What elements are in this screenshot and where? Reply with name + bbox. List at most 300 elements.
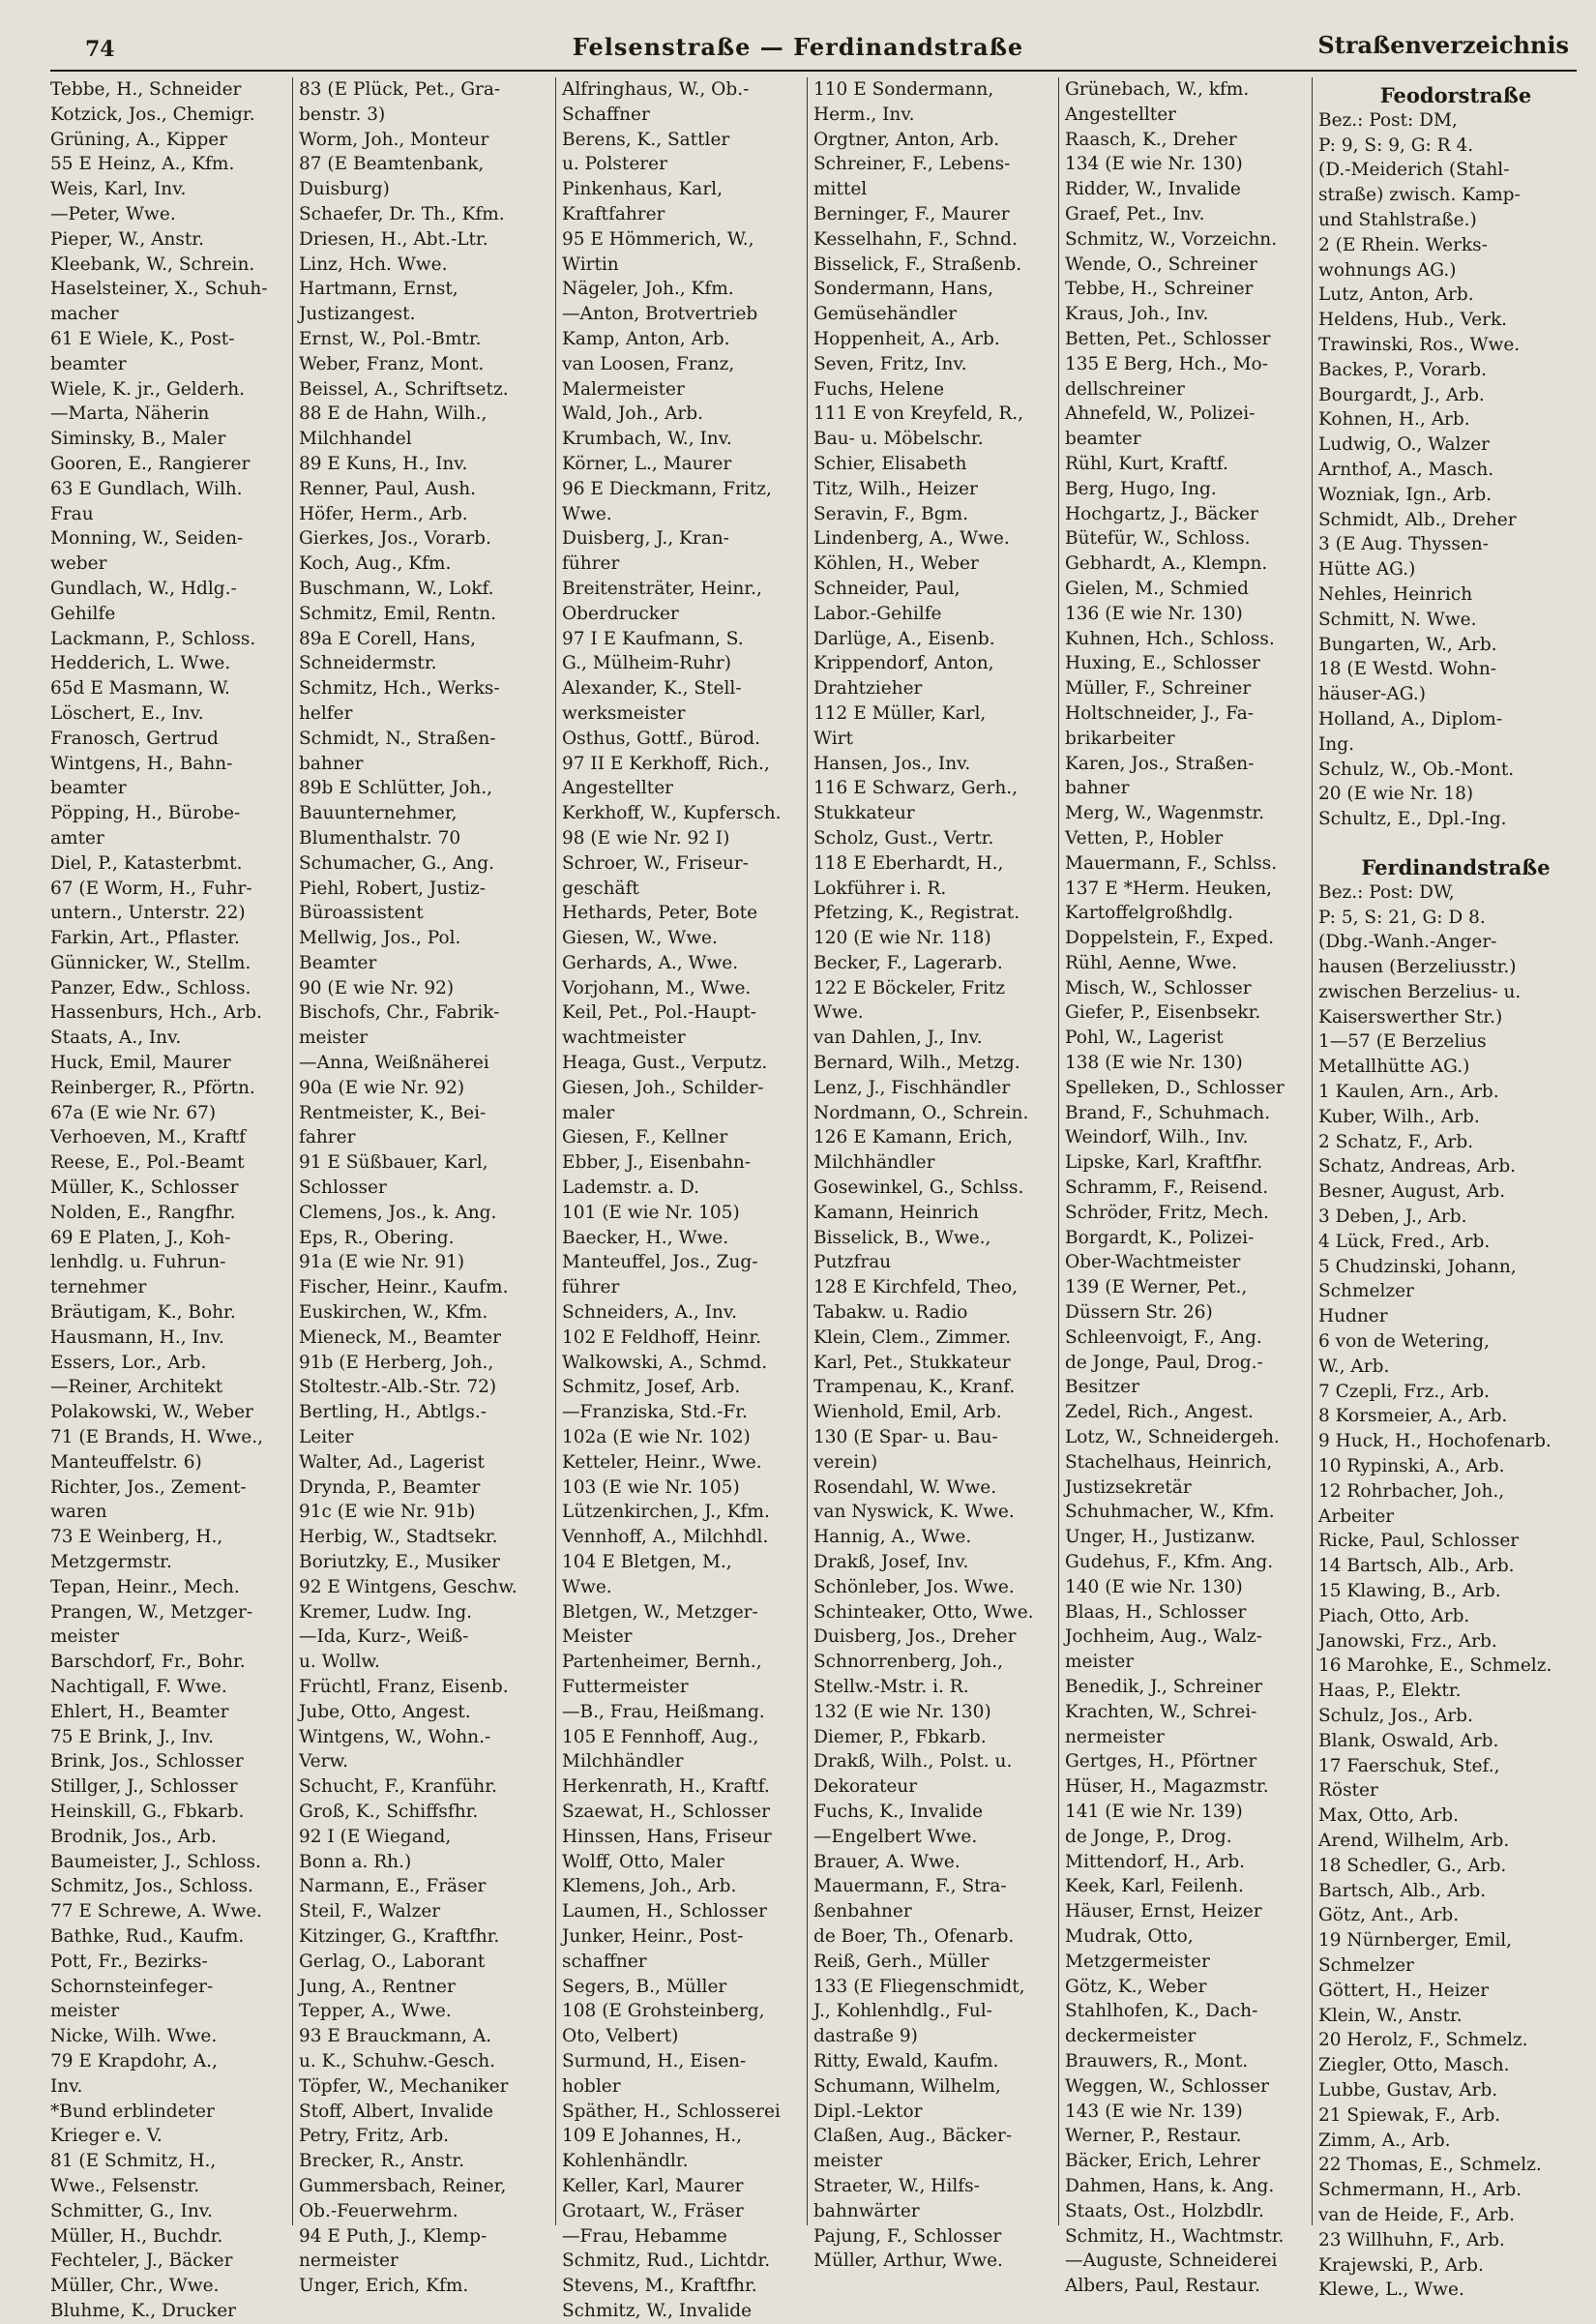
directory-line: 71 (E Brands, H. Wwe., — [50, 1427, 263, 1448]
directory-line: Stoltestr.-Alb.-Str. 72) — [299, 1377, 497, 1398]
directory-line: Kuber, Wilh., Arb. — [1318, 1106, 1480, 1127]
directory-line: 97 II E Kerkhoff, Rich., — [562, 753, 770, 774]
directory-line: Schmermann, H., Arb. — [1318, 2180, 1522, 2201]
directory-line: Bauunternehmer, — [299, 803, 458, 824]
directory-line: Gosewinkel, G., Schlss. — [813, 1177, 1024, 1199]
directory-line: Schmitz, H., Wachtmstr. — [1065, 2225, 1285, 2247]
directory-line: Gerlag, O., Laborant — [299, 1951, 486, 1972]
directory-line: 97 I E Kaufmann, S. — [562, 628, 744, 649]
directory-line: Max, Otto, Arb. — [1318, 1805, 1460, 1827]
directory-line: Szaewat, H., Schlosser — [562, 1801, 771, 1822]
directory-line: —Marta, Näherin — [50, 403, 210, 425]
directory-line: Orgtner, Anton, Arb. — [813, 129, 1000, 150]
directory-line: 79 E Krapdohr, A., — [50, 2050, 218, 2071]
directory-line: Brink, Jos., Schlosser — [50, 1751, 244, 1773]
directory-line: wachtmeister — [562, 1028, 686, 1049]
directory-line: Ricke, Paul, Schlosser — [1318, 1531, 1520, 1552]
directory-line: Wozniak, Ign., Arb. — [1318, 484, 1493, 505]
directory-line: Inv. — [50, 2075, 83, 2097]
directory-line: Franosch, Gertrud — [50, 728, 219, 749]
directory-line: häuser-AG.) — [1318, 684, 1426, 705]
directory-line: 126 E Kamann, Erich, — [813, 1127, 1014, 1148]
directory-line: Weis, Karl, Inv. — [50, 179, 187, 200]
directory-line: Justizangest. — [299, 304, 416, 325]
directory-line: 69 E Platen, J., Koh- — [50, 1227, 231, 1248]
directory-line: Hansen, Jos., Inv. — [813, 753, 971, 774]
directory-line: Schmitz, W., Vorzeichn. — [1065, 228, 1278, 250]
directory-line: Ernst, W., Pol.-Bmtr. — [299, 328, 482, 349]
directory-line: lenhdlg. u. Fuhrun- — [50, 1252, 226, 1273]
directory-line: 4 Lück, Fred., Arb. — [1318, 1231, 1491, 1252]
directory-line: Berninger, F., Maurer — [813, 203, 1010, 224]
directory-line: 20 Herolz, F., Schmelz. — [1318, 2030, 1528, 2051]
directory-line: Groß, K., Schiffsfhr. — [299, 1801, 479, 1822]
directory-line: Titz, Wilh., Heizer — [813, 478, 978, 499]
directory-line: Stoff, Albert, Invalide — [299, 2101, 493, 2122]
directory-line: Meister — [562, 1626, 633, 1648]
directory-line: Eps, R., Obering. — [299, 1227, 455, 1248]
directory-line: Ritty, Ewald, Kaufm. — [813, 2050, 999, 2071]
directory-line: meister — [299, 1028, 369, 1049]
directory-line: 2 Schatz, F., Arb. — [1318, 1131, 1474, 1152]
directory-line: Giesen, Joh., Schilder- — [562, 1077, 764, 1098]
directory-line: Hedderich, L. Wwe. — [50, 653, 231, 674]
directory-line: 103 (E wie Nr. 105) — [562, 1476, 740, 1498]
directory-line: meister — [1065, 1652, 1135, 1673]
directory-line: Brodnik, Jos., Arb. — [50, 1826, 217, 1847]
directory-line: Barschdorf, Fr., Bohr. — [50, 1652, 246, 1673]
directory-line: Tabakw. u. Radio — [813, 1302, 968, 1324]
directory-line: mittel — [813, 179, 868, 200]
directory-line: 96 E Dieckmann, Fritz, — [562, 478, 772, 499]
directory-line: 102 E Feldhoff, Heinr. — [562, 1326, 762, 1348]
directory-line: Grüning, A., Kipper — [50, 129, 228, 150]
directory-line: 134 (E wie Nr. 130) — [1065, 154, 1243, 175]
directory-line: zwischen Berzelius- u. — [1318, 981, 1522, 1002]
directory-line: 137 E *Herm. Heuken, — [1065, 878, 1273, 899]
directory-line: Haas, P., Elektr. — [1318, 1681, 1462, 1702]
directory-line: 23 Willhuhn, F., Arb. — [1318, 2229, 1505, 2250]
directory-line: Schuhmacher, W., Kfm. — [1065, 1502, 1275, 1523]
directory-line: 91 E Süßbauer, Karl, — [299, 1152, 488, 1174]
directory-line: (Dbg.-Wanh.-Anger- — [1318, 932, 1497, 953]
directory-line: Wintgens, H., Bahn- — [50, 753, 233, 774]
directory-line: werksmeister — [562, 702, 686, 724]
directory-line: Mauermann, F., Schlss. — [1065, 852, 1278, 874]
directory-line: Gudehus, F., Kfm. Ang. — [1065, 1552, 1274, 1573]
directory-line: Stahlhofen, K., Dach- — [1065, 2001, 1258, 2022]
directory-line: Schönleber, Jos. Wwe. — [813, 1576, 1015, 1597]
directory-line: Duisberg, Jos., Dreher — [813, 1626, 1017, 1648]
directory-line: Grotaart, W., Fräser — [562, 2200, 744, 2221]
directory-line: Staats, A., Inv. — [50, 1028, 182, 1049]
directory-line: Labor.-Gehilfe — [813, 603, 942, 624]
spacer — [1318, 832, 1593, 849]
directory-line: Tepper, A., Wwe. — [299, 2001, 452, 2022]
directory-line: Schucht, F., Kranführ. — [299, 1776, 497, 1798]
directory-line: Ebber, J., Eisenbahn- — [562, 1152, 752, 1174]
directory-line: Angestellter — [562, 778, 674, 799]
directory-line: Bluhme, K., Drucker — [50, 2300, 237, 2321]
directory-line: 141 (E wie Nr. 139) — [1065, 1801, 1243, 1822]
directory-line: Mellwig, Jos., Pol. — [299, 928, 461, 949]
directory-line: 61 E Wiele, K., Post- — [50, 328, 235, 349]
directory-line: Häuser, Ernst, Heizer — [1065, 1901, 1262, 1922]
directory-line: Haselsteiner, X., Schuh- — [50, 279, 268, 300]
directory-line: 17 Faerschuk, Stef., — [1318, 1755, 1500, 1776]
directory-line: Boriutzky, E., Musiker — [299, 1552, 500, 1573]
directory-line: Duisberg, J., Kran- — [562, 528, 729, 550]
directory-line: Düssern Str. 26) — [1065, 1302, 1213, 1324]
directory-line: Nägeler, Joh., Kfm. — [562, 279, 734, 300]
directory-line: Mauermann, F., Stra- — [813, 1876, 1007, 1897]
directory-line: Arnthof, A., Masch. — [1318, 459, 1494, 480]
directory-line: Manteuffelstr. 6) — [50, 1451, 202, 1473]
directory-line: Becker, F., Lagerarb. — [813, 952, 1003, 973]
directory-line: 89 E Kuns, H., Inv. — [299, 453, 468, 474]
directory-line: 2 (E Rhein. Werks- — [1318, 234, 1488, 255]
directory-line: Fischer, Heinr., Kaufm. — [299, 1277, 509, 1298]
directory-line: Gummersbach, Reiner, — [299, 2175, 507, 2196]
directory-line: macher — [50, 304, 119, 325]
directory-line: 139 (E Werner, Pet., — [1065, 1277, 1248, 1298]
directory-line: Karl, Pet., Stukkateur — [813, 1352, 1011, 1373]
directory-line: nermeister — [1065, 1726, 1165, 1747]
directory-line: Ing. — [1318, 733, 1354, 755]
directory-line: Lokführer i. R. — [813, 878, 947, 899]
directory-line: Vennhoff, A., Milchhdl. — [562, 1527, 769, 1548]
directory-line: Backes, P., Vorarb. — [1318, 359, 1487, 380]
directory-line: Prangen, W., Metzger- — [50, 1601, 253, 1623]
directory-line: Albers, Paul, Restaur. — [1065, 2276, 1260, 2297]
directory-line: Heldens, Hub., Verk. — [1318, 310, 1508, 331]
directory-line: 92 E Wintgens, Geschw. — [299, 1576, 517, 1597]
directory-line: Kartoffelgroßhdlg. — [1065, 903, 1233, 924]
directory-line: Arbeiter — [1318, 1505, 1395, 1527]
directory-line: Günnicker, W., Stellm. — [50, 952, 251, 973]
directory-line: Lademstr. a. D. — [562, 1177, 699, 1199]
directory-line: W., Arb. — [1318, 1356, 1390, 1377]
directory-line: Holland, A., Diplom- — [1318, 708, 1503, 730]
directory-line: Kremer, Ludw. Ing. — [299, 1601, 473, 1623]
directory-line: benstr. 3) — [299, 104, 386, 125]
directory-line: Gertges, H., Pförtner — [1065, 1751, 1257, 1773]
directory-line: bahner — [1065, 778, 1130, 799]
directory-line: Schreiner, F., Lebens- — [813, 154, 1011, 175]
directory-line: Lützenkirchen, J., Kfm. — [562, 1502, 770, 1523]
directory-line: Kohnen, H., Arb. — [1318, 409, 1470, 431]
directory-line: Schröder, Fritz, Mech. — [1065, 1202, 1269, 1223]
directory-line: Wwe., Felsenstr. — [50, 2175, 200, 2196]
directory-line: Unger, H., Justizanw. — [1065, 1527, 1256, 1548]
directory-line: Krieger e. V. — [50, 2126, 163, 2147]
directory-line: Lipske, Karl, Kraftfhr. — [1065, 1152, 1263, 1174]
directory-line: Götz, Ant., Arb. — [1318, 1905, 1460, 1926]
directory-line: Justizsekretär — [1065, 1476, 1192, 1498]
directory-line: de Boer, Th., Ofenarb. — [813, 1925, 1015, 1947]
directory-line: führer — [562, 553, 620, 575]
directory-line: Schmitz, Josef, Arb. — [562, 1377, 741, 1398]
directory-line: Ludwig, O., Walzer — [1318, 434, 1491, 456]
directory-line: u. K., Schuhw.-Gesch. — [299, 2050, 496, 2071]
directory-line: Kerkhoff, W., Kupfersch. — [562, 803, 782, 824]
directory-line: Röster — [1318, 1780, 1378, 1802]
directory-line: Benedik, J., Schreiner — [1065, 1677, 1263, 1697]
directory-line: Hüser, H., Magazmstr. — [1065, 1776, 1269, 1798]
directory-line: Göttert, H., Heizer — [1318, 1980, 1490, 2001]
directory-line: Müller, Arthur, Wwe. — [813, 2250, 1003, 2272]
directory-line: Bütefür, W., Schloss. — [1065, 528, 1251, 550]
directory-line: Schleenvoigt, F., Ang. — [1065, 1326, 1262, 1348]
directory-line: und Stahlstraße.) — [1318, 209, 1477, 230]
directory-line: Bez.: Post: DM, — [1318, 109, 1458, 131]
directory-line: Lubbe, Gustav, Arb. — [1318, 2079, 1498, 2101]
directory-line: Klemens, Joh., Arb. — [562, 1876, 737, 1897]
column-4 — [807, 77, 1063, 2272]
directory-line: Futtermeister — [562, 1677, 689, 1697]
directory-line: Hoppenheit, A., Arb. — [813, 328, 1000, 349]
directory-line: 14 Bartsch, Alb., Arb. — [1318, 1556, 1515, 1577]
directory-line: 136 (E wie Nr. 130) — [1065, 603, 1243, 624]
directory-line: meister — [813, 2151, 883, 2172]
directory-line: Euskirchen, W., Kfm. — [299, 1302, 488, 1324]
directory-line: Schultz, E., Dpl.-Ing. — [1318, 809, 1507, 830]
directory-line: —Anna, Weißnäherei — [299, 1053, 489, 1074]
column-3 — [555, 77, 812, 2321]
directory-line: Lenz, J., Fischhändler — [813, 1077, 1011, 1098]
directory-line: Hochgartz, J., Bäcker — [1065, 503, 1258, 524]
directory-line: Drahtzieher — [813, 678, 923, 700]
directory-line: Oberdrucker — [562, 603, 679, 624]
directory-line: Piach, Otto, Arb. — [1318, 1605, 1470, 1626]
directory-line: Wirtin — [562, 253, 619, 275]
directory-line: wohnungs AG.) — [1318, 259, 1457, 281]
directory-line: Arend, Wilhelm, Arb. — [1318, 1830, 1510, 1851]
directory-line: 63 E Gundlach, Wilh. — [50, 478, 243, 499]
directory-line: Schulz, W., Ob.-Mont. — [1318, 759, 1515, 780]
directory-line: Driesen, H., Abt.-Ltr. — [299, 228, 488, 250]
directory-line: helfer — [299, 702, 353, 724]
directory-line: 110 E Sondermann, — [813, 79, 994, 100]
directory-line: Blumenthalstr. 70 — [299, 827, 461, 849]
directory-line: Schmitz, Rud., Lichtdr. — [562, 2250, 771, 2272]
directory-line: Piehl, Robert, Justiz- — [299, 878, 486, 899]
directory-line: ßenbahner — [813, 1901, 912, 1922]
directory-line: 120 (E wie Nr. 118) — [813, 928, 991, 949]
directory-line: 67 (E Worm, H., Fuhr- — [50, 878, 252, 899]
directory-line: Hartmann, Ernst, — [299, 279, 458, 300]
directory-line: Schinteaker, Otto, Wwe. — [813, 1601, 1034, 1623]
directory-line: 130 (E Spar- u. Bau- — [813, 1427, 998, 1448]
directory-line: Köhlen, H., Weber — [813, 553, 979, 575]
directory-line: Götz, K., Weber — [1065, 1976, 1207, 1997]
directory-line: Höfer, Herm., Arb. — [299, 503, 468, 524]
directory-line: Walkowski, A., Schmd. — [562, 1352, 768, 1373]
directory-line: Polakowski, W., Weber — [50, 1402, 253, 1423]
directory-line: Schnorrenberg, Joh., — [813, 1652, 1004, 1673]
directory-line: weber — [50, 553, 107, 575]
directory-line: 55 E Heinz, A., Kfm. — [50, 154, 235, 175]
directory-line: Surmund, H., Eisen- — [562, 2050, 747, 2071]
directory-line: 73 E Weinberg, H., — [50, 1527, 223, 1548]
directory-line: 75 E Brink, J., Inv. — [50, 1726, 215, 1747]
directory-line: Angestellter — [1065, 104, 1177, 125]
directory-line: 101 (E wie Nr. 105) — [562, 1202, 740, 1223]
directory-line: Siminsky, B., Maler — [50, 429, 226, 450]
directory-line: 128 E Kirchfeld, Theo, — [813, 1277, 1018, 1298]
column-1 — [50, 77, 290, 2321]
directory-line: Putzfrau — [813, 1252, 892, 1273]
directory-line: Hudner — [1318, 1306, 1388, 1327]
directory-line: Pieper, W., Anstr. — [50, 228, 204, 250]
directory-line: 89a E Corell, Hans, — [299, 628, 476, 649]
directory-line: Nicke, Wilh. Wwe. — [50, 2026, 218, 2047]
directory-line: Klein, W., Anstr. — [1318, 2005, 1463, 2026]
directory-line: 90 (E wie Nr. 92) — [299, 977, 455, 998]
directory-line: Raasch, K., Dreher — [1065, 129, 1237, 150]
directory-line: van de Heide, F., Arb. — [1318, 2204, 1516, 2225]
directory-line: Kamann, Heinrich — [813, 1202, 979, 1223]
directory-line: Renner, Paul, Aush. — [299, 478, 477, 499]
directory-line: 93 E Brauckmann, A. — [299, 2026, 492, 2047]
directory-line: Kleebank, W., Schrein. — [50, 253, 255, 275]
directory-line: Schier, Elisabeth — [813, 453, 967, 474]
directory-line: Brauwers, R., Mont. — [1065, 2050, 1249, 2071]
directory-line: 3 Deben, J., Arb. — [1318, 1207, 1467, 1228]
directory-line: P: 9, S: 9, G: R 4. — [1318, 134, 1474, 156]
directory-line: 91a (E wie Nr. 91) — [299, 1252, 465, 1273]
directory-line: geschäft — [562, 878, 639, 899]
directory-line: Farkin, Art., Pflaster. — [50, 928, 240, 949]
directory-line: Baecker, H., Wwe. — [562, 1227, 729, 1248]
directory-line: Trampenau, K., Kranf. — [813, 1377, 1016, 1398]
directory-line: Hannig, A., Wwe. — [813, 1527, 972, 1548]
directory-line: Duisburg) — [299, 179, 390, 200]
directory-line: 5 Chudzinski, Johann, — [1318, 1256, 1517, 1277]
directory-line: 1—57 (E Berzelius — [1318, 1031, 1487, 1053]
directory-line: Bez.: Post: DW, — [1318, 881, 1455, 903]
directory-line: Buschmann, W., Lokf. — [299, 578, 494, 599]
directory-line: hausen (Berzeliusstr.) — [1318, 957, 1517, 978]
directory-line: Dahmen, Hans, k. Ang. — [1065, 2175, 1275, 2196]
directory-line: Jube, Otto, Angest. — [299, 1701, 471, 1722]
directory-line: 133 (E Fliegenschmidt, — [813, 1976, 1025, 1997]
directory-line: Diemer, P., Fbkarb. — [813, 1726, 987, 1747]
directory-line: Zimm, A., Arb. — [1318, 2130, 1451, 2151]
directory-line: straße) zwisch. Kamp- — [1318, 185, 1521, 206]
directory-line: Schmitt, N. Wwe. — [1318, 609, 1477, 630]
directory-line: Grünebach, W., kfm. — [1065, 79, 1250, 100]
directory-line: Verhoeven, M., Kraftf — [50, 1127, 246, 1148]
directory-line: Weggen, W., Schlosser — [1065, 2075, 1269, 2097]
directory-line: Kesselhahn, F., Schnd. — [813, 228, 1018, 250]
directory-line: meister — [50, 1626, 120, 1648]
directory-line: Gooren, E., Rangierer — [50, 453, 251, 474]
directory-line: Essers, Lor., Arb. — [50, 1352, 207, 1373]
directory-line: Berens, K., Sattler — [562, 129, 730, 150]
directory-line: Krachten, W., Schrei- — [1065, 1701, 1257, 1722]
directory-line: 135 E Berg, Hch., Mo- — [1065, 353, 1268, 374]
directory-line: Betten, Pet., Schlosser — [1065, 328, 1271, 349]
directory-line: van Loosen, Franz, — [562, 353, 735, 374]
directory-line: Keller, Karl, Maurer — [562, 2175, 744, 2196]
directory-line: 122 E Böckeler, Fritz — [813, 977, 1006, 998]
directory-line: Holtschneider, J., Fa- — [1065, 702, 1255, 724]
directory-line: —Auguste, Schneiderei — [1065, 2250, 1278, 2272]
directory-line: Rühl, Kurt, Kraftf. — [1065, 453, 1228, 474]
directory-line: Herbig, W., Stadtsekr. — [299, 1527, 498, 1548]
directory-line: Müller, K., Schlosser — [50, 1177, 239, 1199]
directory-line: Schneidermstr. — [299, 653, 437, 674]
directory-line: J., Kohlenhdlg., Ful- — [813, 2001, 992, 2022]
directory-line: Scholz, Gust., Vertr. — [813, 827, 994, 849]
directory-line: 10 Rypinski, A., Arb. — [1318, 1456, 1505, 1477]
directory-line: Gierkes, Jos., Vorarb. — [299, 528, 491, 550]
directory-line: Tebbe, H., Schreiner — [1065, 279, 1254, 300]
directory-line: Vetten, P., Hobler — [1065, 827, 1224, 849]
directory-line: Bau- u. Möbelschr. — [813, 429, 984, 450]
directory-line: Diel, P., Katasterbmt. — [50, 852, 243, 874]
directory-line: Milchhandel — [299, 429, 412, 450]
directory-line: 90a (E wie Nr. 92) — [299, 1077, 465, 1098]
directory-line: Zedel, Rich., Angest. — [1065, 1402, 1254, 1423]
directory-line: Heaga, Gust., Verputz. — [562, 1053, 768, 1074]
directory-line: Trawinski, Ros., Wwe. — [1318, 334, 1521, 355]
directory-line: Schaefer, Dr. Th., Kfm. — [299, 203, 505, 224]
directory-line: Bischofs, Chr., Fabrik- — [299, 1002, 500, 1024]
directory-line: Wende, O., Schreiner — [1065, 253, 1258, 275]
directory-line: Doppelstein, F., Exped. — [1065, 928, 1275, 949]
page-title: Felsenstraße — Ferdinandstraße — [572, 33, 1024, 61]
directory-line: Stillger, J., Schlosser — [50, 1776, 238, 1798]
directory-line: 65d E Masmann, W. — [50, 678, 230, 700]
directory-line: Schmidt, N., Straßen- — [299, 728, 496, 749]
directory-line: dastraße 9) — [813, 2026, 918, 2047]
directory-line: Schmelzer — [1318, 1281, 1414, 1302]
directory-line: Jung, A., Rentner — [299, 1976, 456, 1997]
directory-line: Werner, P., Restaur. — [1065, 2126, 1242, 2147]
directory-line: Mudrak, Otto, — [1065, 1925, 1194, 1947]
directory-line: Brauer, A. Wwe. — [813, 1851, 961, 1872]
directory-line: 15 Klawing, B., Arb. — [1318, 1581, 1501, 1602]
directory-line: 98 (E wie Nr. 92 I) — [562, 827, 730, 849]
directory-line: Giesen, W., Wwe. — [562, 928, 718, 949]
directory-line: schaffner — [562, 1951, 647, 1972]
directory-line: maler — [562, 1102, 615, 1123]
directory-line: Bisselick, F., Straßenb. — [813, 253, 1022, 275]
directory-line: Giefer, P., Eisenbsekr. — [1065, 1002, 1261, 1024]
directory-line: 81 (E Schmitz, H., — [50, 2151, 217, 2172]
directory-line: Klewe, L., Wwe. — [1318, 2279, 1464, 2301]
directory-line: Brecker, R., Anstr. — [299, 2151, 464, 2172]
directory-line: Rosendahl, W. Wwe. — [813, 1476, 997, 1498]
directory-line: Drakß, Josef, Inv. — [813, 1552, 969, 1573]
directory-line: Besner, August, Arb. — [1318, 1181, 1506, 1203]
street-heading: Feodorstraße — [1379, 83, 1532, 107]
directory-line: Pajung, F., Schlosser — [813, 2225, 1002, 2247]
directory-line: Stevens, M., Kraftfhr. — [562, 2276, 757, 2297]
directory-line: Stachelhaus, Heinrich, — [1065, 1451, 1273, 1473]
directory-line: Schmitz, Emil, Rentn. — [299, 603, 497, 624]
directory-line: Hausmann, H., Inv. — [50, 1326, 224, 1348]
directory-line: bahnwärter — [813, 2200, 920, 2221]
directory-line: 67a (E wie Nr. 67) — [50, 1102, 217, 1123]
directory-line: Späther, H., Schlosserei — [562, 2101, 781, 2122]
directory-line: brikarbeiter — [1065, 728, 1175, 749]
directory-line: 18 (E Westd. Wohn- — [1318, 659, 1496, 680]
directory-line: Kraftfahrer — [562, 203, 665, 224]
directory-line: waren — [50, 1502, 107, 1523]
